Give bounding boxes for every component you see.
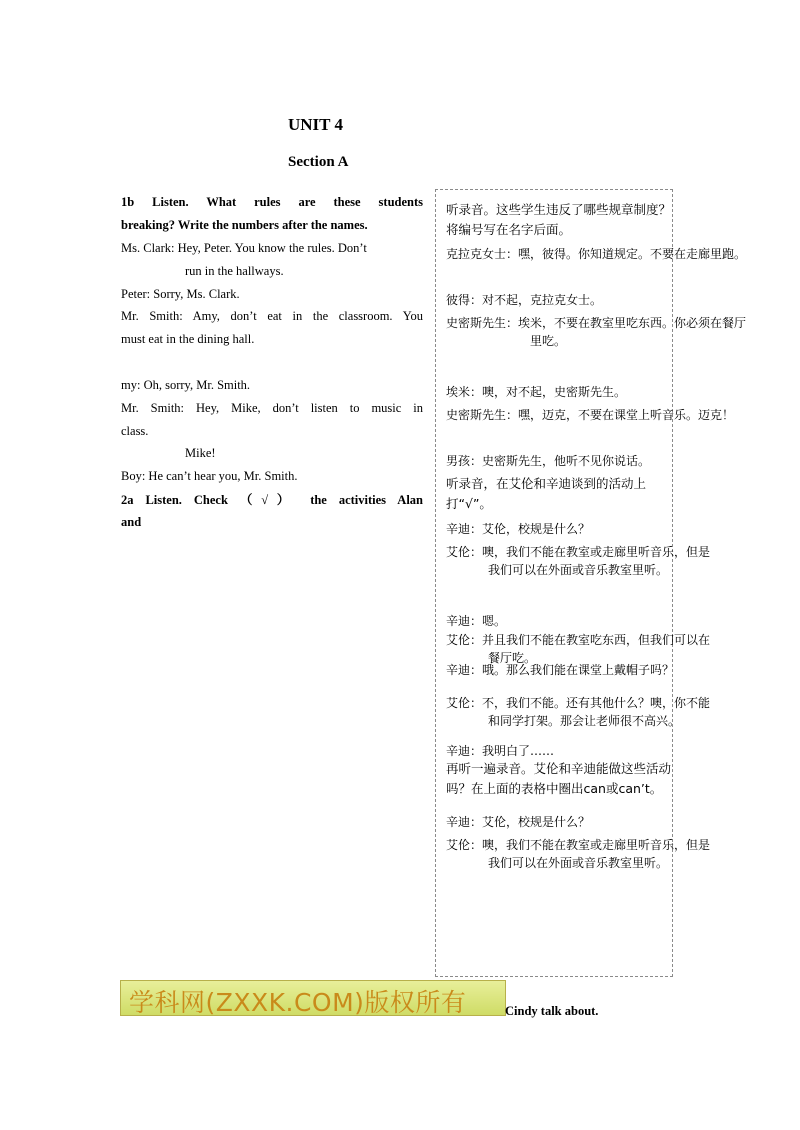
dialog-line: run in the hallways.: [185, 264, 284, 278]
q2a-line1: 2a Listen. Check （√） the activities Alan: [121, 493, 423, 507]
translation-heading: 听录音，在艾伦和辛迪谈到的活动上打“√”。: [446, 476, 647, 511]
translation-line: 彼得：对不起，克拉克女士。: [446, 293, 603, 307]
q1b-line2: breaking? Write the numbers after the names.: [121, 218, 368, 232]
dialog-line: must eat in the dining hall.: [121, 332, 255, 346]
dialog-line: Peter: Sorry, Ms. Clark.: [121, 287, 240, 301]
dialog-line: my: Oh, sorry, Mr. Smith.: [121, 378, 251, 392]
translation-line: 辛迪：艾伦，校规是什么？: [446, 815, 591, 829]
translation-line: 辛迪：艾伦，校规是什么？: [446, 522, 591, 536]
translation-heading: 再听一遍录音。艾伦和辛迪能做这些活动吗？在上面的表格中圈出can或can’t。: [446, 761, 672, 796]
dialog-line: Mr. Smith: Hey, Mike, don’t listen to music in: [121, 401, 423, 415]
translation-line: 辛迪：我明白了……: [446, 744, 555, 758]
translation-line: 辛迪：哦。那么我们能在课堂上戴帽子吗？: [446, 663, 675, 677]
translation-line: 男孩：史密斯先生，他听不见你说话。: [446, 454, 651, 468]
dialog-line: Mike!: [185, 446, 216, 460]
section-title: Section A: [288, 154, 349, 170]
translation-line: 辛迪：嗯。: [446, 614, 507, 628]
translation-line: 史密斯先生：嘿，迈克，不要在课堂上听音乐。迈克！: [446, 408, 735, 422]
q1b-line1: 1b Listen. What rules are these students: [121, 195, 423, 209]
translation-line: 埃米：噢，对不起，史密斯先生。: [446, 385, 627, 399]
watermark-logo: [120, 980, 506, 1016]
translation-line: 艾伦：不，我们不能。还有其他什么？噢，你不能和同学打架。那会让老师很不高兴。: [446, 696, 711, 728]
translation-heading: 听录音。这些学生违反了哪些规章制度？将编号写在名字后面。: [446, 202, 672, 237]
translation-line: 克拉克女士：嘿，彼得。你知道规定。不要在走廊里跑。: [446, 247, 747, 261]
dialog-line: Mr. Smith: Amy, don’t eat in the classroom. You: [121, 309, 423, 323]
q2a-line2: and: [121, 515, 142, 529]
dialog-line: class.: [121, 424, 149, 438]
dialog-line: Boy: He can’t hear you, Mr. Smith.: [121, 469, 298, 483]
translation-line: 史密斯先生：埃米，不要在教室里吃东西。你必须在餐厅里吃。: [446, 316, 747, 348]
q2a-tail: Cindy talk about.: [505, 1004, 599, 1018]
unit-title: UNIT 4: [288, 115, 343, 134]
translation-line: 艾伦：噢，我们不能在教室或走廊里听音乐，但是我们可以在外面或音乐教室里听。: [446, 838, 711, 870]
watermark-text: 学科网(ZXXK.COM)版权所有: [129, 988, 467, 1016]
translation-line: 艾伦：并且我们不能在教室吃东西，但我们可以在餐厅吃。: [446, 633, 711, 665]
translation-line: 艾伦：噢，我们不能在教室或走廊里听音乐，但是我们可以在外面或音乐教室里听。: [446, 545, 711, 577]
dialog-line: Ms. Clark: Hey, Peter. You know the rules. Don’t: [121, 241, 367, 255]
